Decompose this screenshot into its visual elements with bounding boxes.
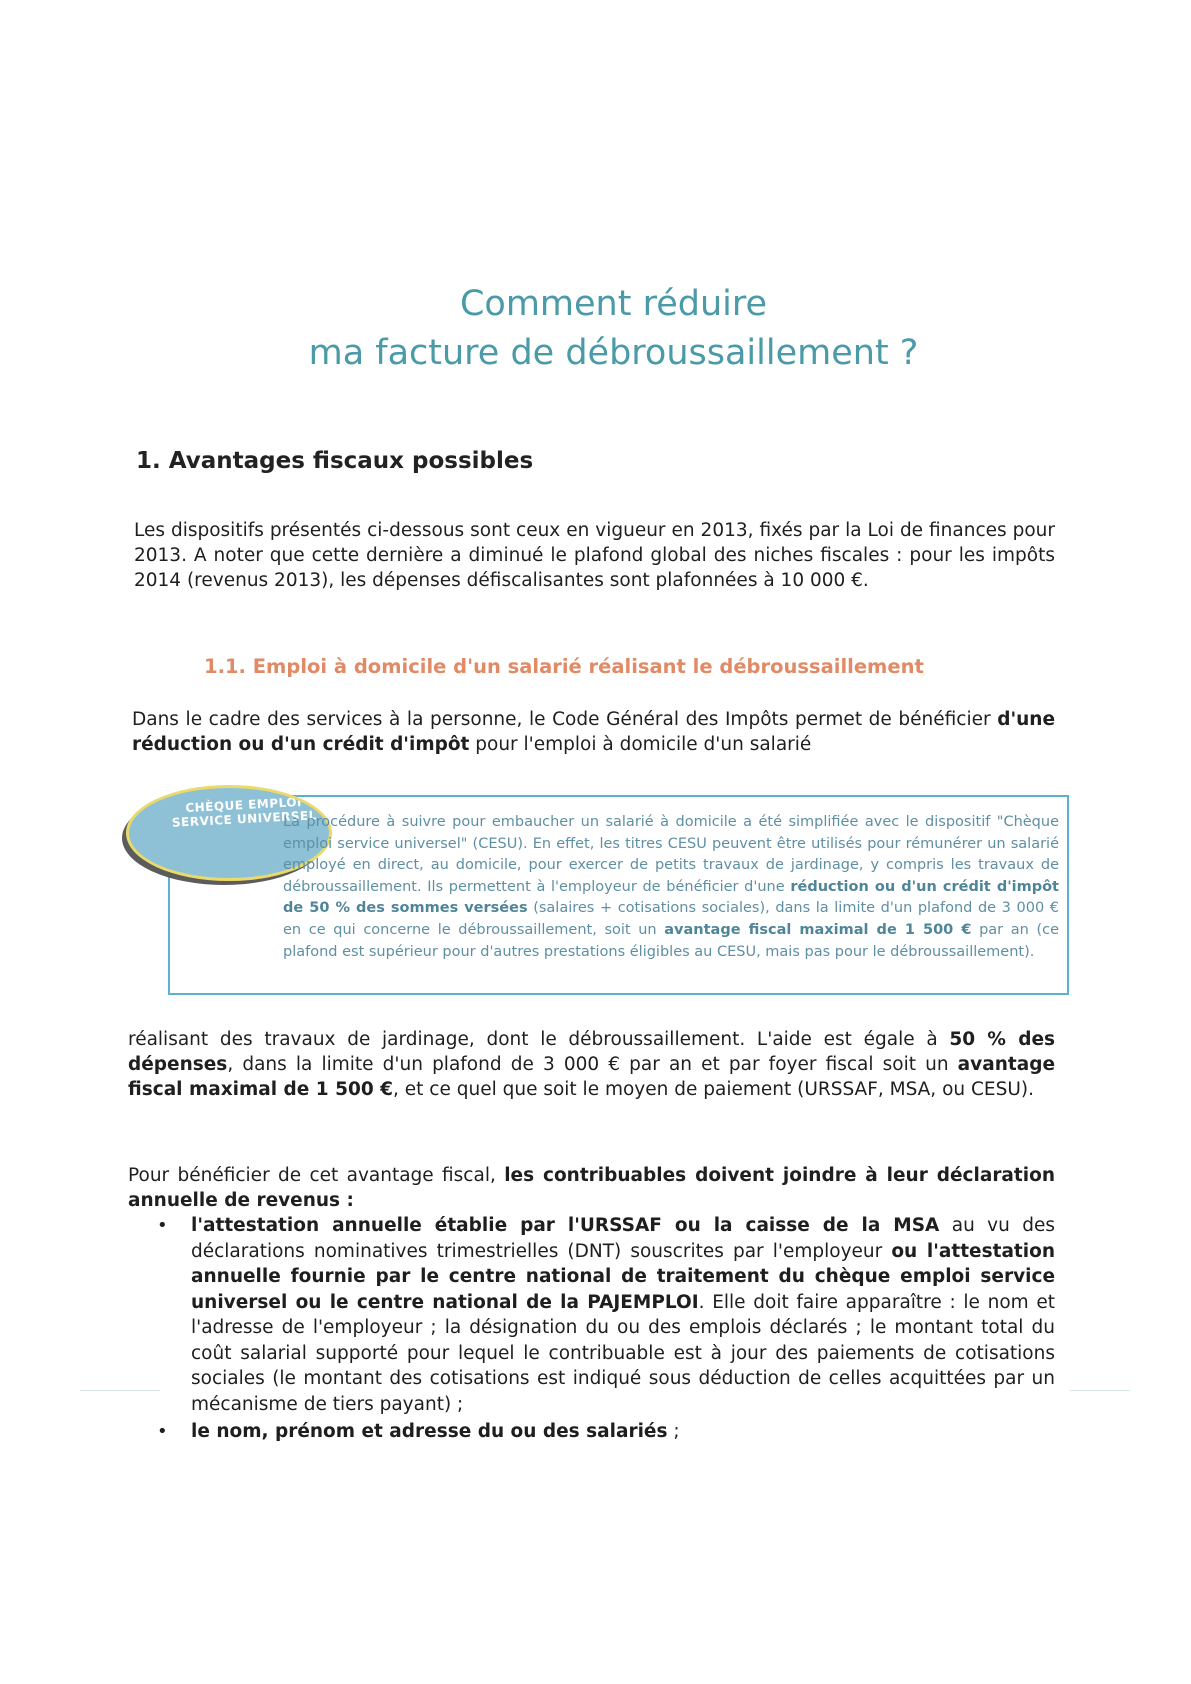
list-item [155, 1213, 1055, 1417]
section-heading-1: 1. Avantages fiscaux possibles [136, 448, 534, 474]
cesu-text-3: par an (ce plafond est supérieur pour d'autres prestations éligibles au CESU, mais pas pour le débroussaillement). [283, 921, 1060, 960]
cesu-text-1: La procédure à suivre pour embaucher un salarié à domicile a été simplifiée avec le dispositif "Chèque emploi service universel" (CESU). En effet, les titres CESU peuvent être utilisés pour rémunérer un salarié employé en direct, au domicile, pour exercer de petits travaux de jardinage, y compris les travaux de débroussaillement. Ils permettent à l'employeur de bénéficier d'une [283, 814, 1059, 895]
employment-paragraph [132, 707, 1055, 757]
item-1-bold-2: ou l'attestation annuelle fournie par le centre national de traitement du chèque emploi service universel ou le centre national de la PAJEMPLOI [191, 1240, 1055, 1313]
cesu-logo-text: CHÈQUE EMPLOI SERVICE UNIVERSEL [171, 794, 318, 830]
scan-artifact-line [1070, 1390, 1130, 1391]
aid-paragraph [128, 1027, 1055, 1102]
aid-text-bold-1: 50 % des dépenses [128, 1029, 1055, 1075]
scan-artifact-line [80, 1390, 160, 1391]
item-2-text-1: ; [667, 1421, 680, 1442]
aid-text-c: , dans la limite d'un plafond de 3 000 € par an et par foyer fiscal soit un [227, 1054, 958, 1075]
item-1-bold-1: l'attestation annuelle établie par l'URSSAF ou la caisse de la MSA [191, 1215, 940, 1236]
requirements-list [155, 1213, 1055, 1447]
employment-text-a: Dans le cadre des services à la personne, le Code Général des Impôts permet de bénéficier [132, 709, 998, 730]
aid-text-bold-2: avantage fiscal maximal de 1 500 € [128, 1054, 1055, 1100]
employment-text-c: pour l'emploi à domicile d'un salarié [469, 734, 812, 755]
intro-paragraph: Les dispositifs présentés ci-dessous sont ceux en vigueur en 2013, fixés par la Loi de finances pour 2013. A noter que cette dernière a diminué le plafond global des niches fiscales : pour les impôts 2014 (revenus 2013), les dépenses défiscalisantes sont plafonnées à 10 000 €. [134, 520, 1055, 591]
cesu-box-text [283, 812, 1059, 963]
item-2-bold-1: le nom, prénom et adresse du ou des salariés [191, 1421, 668, 1442]
cesu-text-2: (salaires + cotisations sociales), dans la limite d'un plafond de 3 000 € en ce qui concerne le débroussaillement, soit un [283, 900, 1059, 938]
title-line-2: ma facture de débroussaillement ? [308, 333, 919, 373]
section-heading-1-1: 1.1. Emploi à domicile d'un salarié réalisant le débroussaillement [204, 655, 924, 678]
page-title [0, 280, 1191, 378]
aid-text-e: , et ce quel que soit le moyen de paiement (URSSAF, MSA, ou CESU). [393, 1079, 1034, 1100]
bullet-icon: • [157, 1421, 168, 1442]
cesu-text-bold-2: avantage fiscal maximal de 1 500 € [664, 921, 972, 938]
item-1-text-1: au vu des déclarations nominatives trimestrielles (DNT) souscrites par l'employeur [191, 1215, 1056, 1262]
aid-text-a: réalisant des travaux de jardinage, dont le débroussaillement. L'aide est égale à [128, 1029, 950, 1050]
bullet-icon: • [157, 1215, 168, 1236]
cesu-text-bold-1: réduction ou d'un crédit d'impôt de 50 % des sommes versées [283, 878, 1059, 917]
title-line-1: Comment réduire [459, 284, 768, 324]
item-1-text-2: . Elle doit faire apparaître : le nom et l'adresse de l'employeur ; la désignation du ou des emplois déclarés ; le montant total du coût salarial supporté pour lequel le contribuable est à jour des paiements de cotisations sociales (le montant des cotisations est indiqué sous déduction de celles acquittées par un mécanisme de tiers payant) ; [191, 1291, 1055, 1415]
requirements-text-a: Pour bénéficier de cet avantage fiscal, [128, 1165, 505, 1186]
requirements-text-bold: les contribuables doivent joindre à leur déclaration annuelle de revenus : [128, 1165, 1055, 1211]
requirements-paragraph [128, 1163, 1055, 1213]
list-item [155, 1419, 1055, 1445]
employment-text-bold: d'une réduction ou d'un crédit d'impôt [132, 709, 1055, 755]
